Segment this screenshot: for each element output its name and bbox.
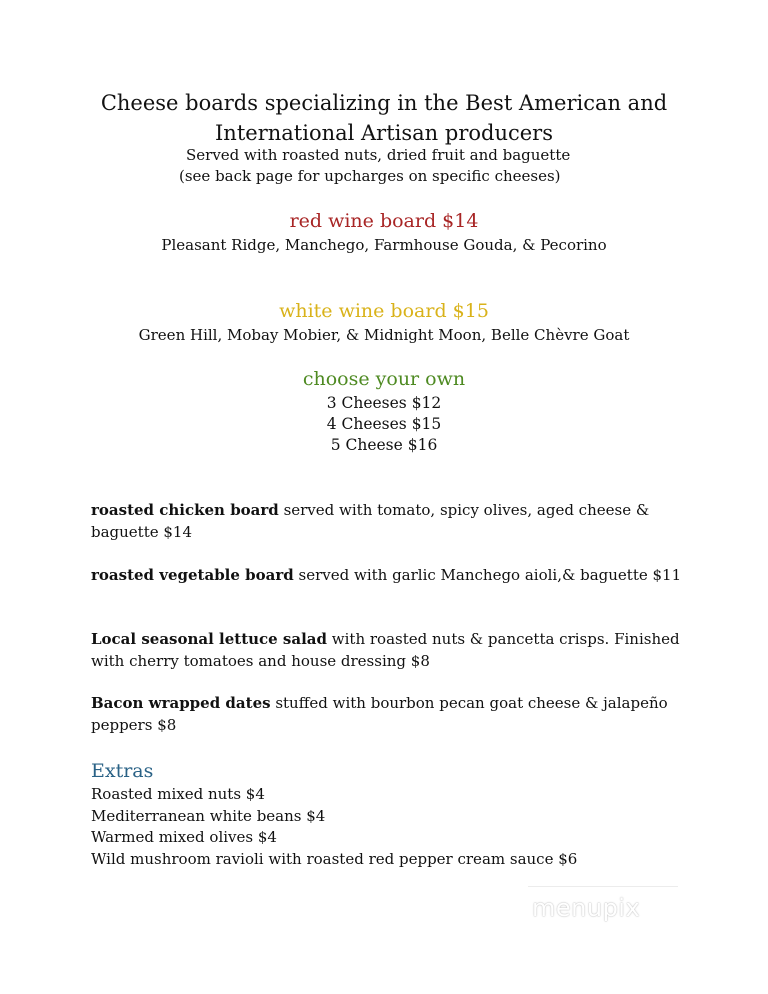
subtitle-line-1: Served with roasted nuts, dried fruit and baguette	[186, 146, 571, 164]
extras-item: Roasted mixed nuts $4	[91, 785, 265, 803]
menu-item-description: served with tomato, spicy olives, aged cheese & baguette $14	[91, 501, 650, 541]
page-title-line-1: Cheese boards specializing in the Best American and	[100, 91, 668, 115]
menu-item-lettuce-salad	[91, 629, 691, 672]
menu-item-bacon-dates	[91, 693, 691, 736]
red-wine-board-cheeses: Pleasant Ridge, Manchego, Farmhouse Gouda, & Pecorino	[161, 236, 607, 254]
extras-item: Mediterranean white beans $4	[91, 806, 326, 825]
page-title-line-2: International Artisan producers	[215, 121, 553, 145]
choose-option-4: 4 Cheeses $15	[326, 415, 442, 433]
menu-item-roasted-chicken	[91, 500, 691, 543]
extras-heading: Extras	[91, 760, 154, 782]
extras-list	[91, 784, 577, 870]
watermark-rule	[528, 886, 678, 887]
menu-item-name: roasted vegetable board	[91, 566, 294, 584]
menu-item-name: Local seasonal lettuce salad	[91, 630, 328, 648]
white-wine-board-heading: white wine board $15	[279, 300, 489, 322]
choose-option-5: 5 Cheese $16	[330, 436, 438, 454]
extras-item: Wild mushroom ravioli with roasted red pepper cream sauce $6	[91, 849, 578, 868]
menu-item-name: roasted chicken board	[91, 501, 279, 519]
red-wine-board-heading: red wine board $14	[289, 210, 479, 232]
menu-item-name: Bacon wrapped dates	[91, 694, 271, 712]
menu-item-roasted-vegetable	[91, 565, 691, 587]
choose-option-3: 3 Cheeses $12	[326, 394, 442, 412]
extras-item: Warmed mixed olives $4	[91, 828, 277, 846]
choose-your-own-heading: choose your own	[302, 368, 466, 390]
menu-item-description: served with garlic Manchego aioli,& baguette $11	[293, 566, 682, 584]
menu-item-description: with roasted nuts & pancetta crisps. Finished with cherry tomatoes and house dressing $8	[91, 630, 680, 670]
menupix-watermark: menupix	[532, 894, 641, 922]
subtitle-line-2: (see back page for upcharges on specific cheeses)	[179, 167, 561, 185]
white-wine-board-cheeses: Green Hill, Mobay Mobier, & Midnight Moon, Belle Chèvre Goat	[138, 326, 630, 344]
menu-item-description: stuffed with bourbon pecan goat cheese & jalapeño peppers $8	[91, 694, 668, 734]
